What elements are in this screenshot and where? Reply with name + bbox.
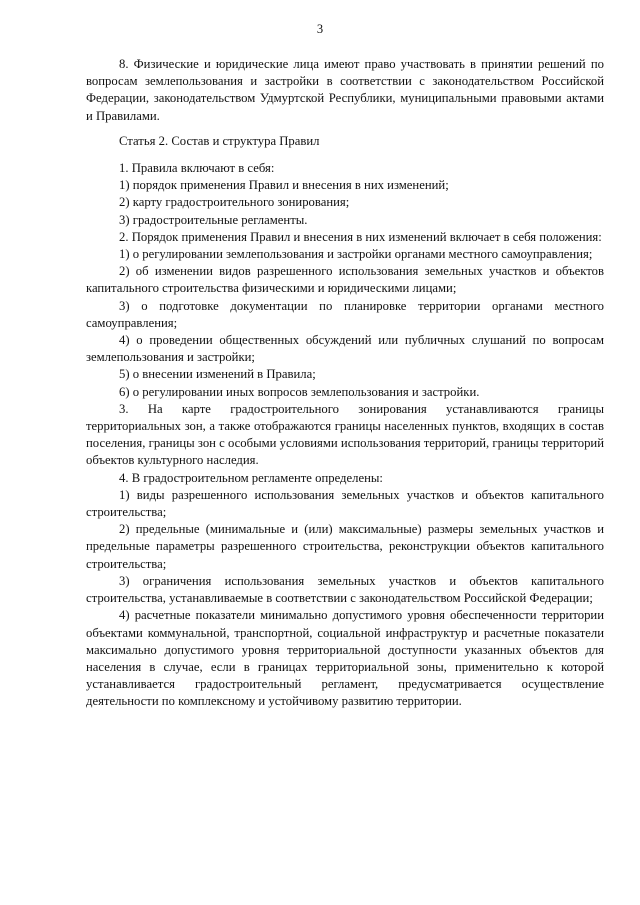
- document-body: [86, 56, 604, 711]
- paragraph-2-procedure: 2. Порядок применения Правил и внесения в них изменений включает в себя положения:: [119, 229, 602, 244]
- list-item: 3) градостроительные регламенты.: [119, 212, 308, 227]
- list-item: 5) о внесении изменений в Правила;: [119, 367, 316, 382]
- page-number: 3: [316, 22, 324, 36]
- list-item: 1) о регулировании землепользования и застройки органами местного самоуправления;: [119, 247, 593, 262]
- article-heading: Статья 2. Состав и структура Правил: [119, 133, 320, 148]
- list-item: 3) о подготовке документации по планировке территории органами местного самоуправления;: [86, 298, 604, 330]
- list-item: 2) предельные (минимальные и (или) максимальные) размеры земельных участков и предельные параметры разрешенного строительства, реконструкции объектов капитального строительства;: [86, 522, 604, 571]
- list-item: 1) виды разрешенного использования земельных участков и объектов капитального строительства;: [86, 487, 604, 520]
- paragraph-4-regulations: 4. В градостроительном регламенте определены:: [119, 470, 383, 485]
- list-item: 3) ограничения использования земельных участков и объектов капитального строительства, устанавливаемые в соответствии с законодательством Российской Федерации;: [86, 573, 604, 606]
- list-item: 4) о проведении общественных обсуждений или публичных слушаний по вопросам землепользования и застройки;: [86, 333, 604, 365]
- paragraph-1-rules-include: 1. Правила включают в себя:: [119, 161, 275, 176]
- list-item: 2) об изменении видов разрешенного использования земельных участков и объектов капитального строительства физическими и юридическими лицами;: [86, 264, 604, 296]
- paragraph-8-participation: 8. Физические и юридические лица имеют право участвовать в принятии решений по вопросам землепользования и застройки в соответствии с законодательством Российской Федерации, законодательством Удмуртской Республики, муниципальными правовыми актами и Правилами.: [86, 57, 604, 123]
- list-item: 2) карту градостроительного зонирования;: [119, 195, 350, 210]
- paragraph-3-zoning-map: 3. На карте градостроительного зонирования устанавливаются границы территориальных зон, а также отображаются границы населенных пунктов, входящих в состав поселения, границы зон с особыми условиями использования территорий, границы территорий объектов культурного наследия.: [86, 401, 604, 468]
- list-item: 1) порядок применения Правил и внесения в них изменений;: [119, 178, 449, 193]
- list-item: 4) расчетные показатели минимально допустимого уровня обеспеченности территории объектами коммунальной, транспортной, социальной инфраструктур и расчетные показатели максимально допустимого уровня территориальной доступности указанных объектов для населения в случае, если в границах территориальной зоны, применительно к которой устанавливается градостроительный регламент, предусматривается осуществление деятельности по комплексному и устойчивому развитию территории.: [86, 608, 604, 709]
- list-item: 6) о регулировании иных вопросов землепользования и застройки.: [119, 384, 480, 399]
